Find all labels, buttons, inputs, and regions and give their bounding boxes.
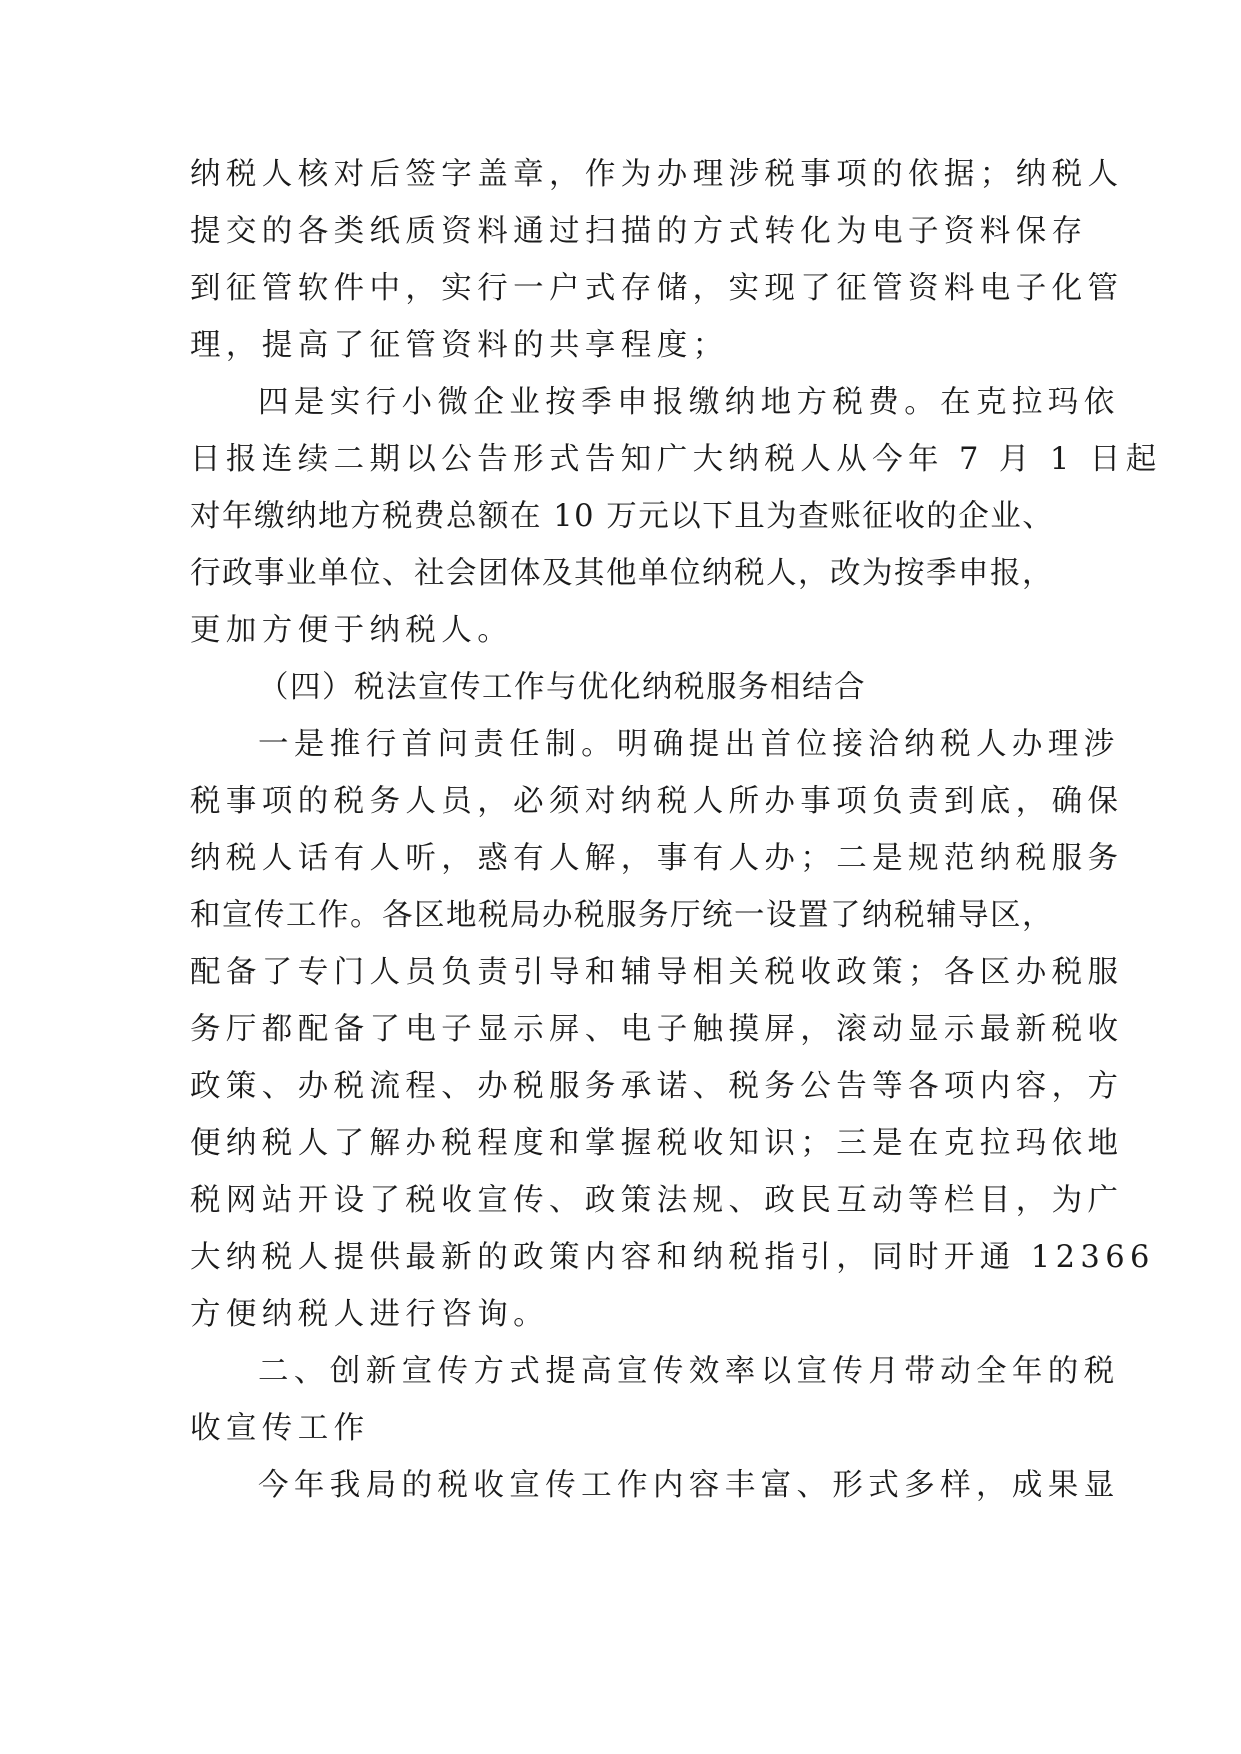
body-line-20: 大纳税人提供最新的政策内容和纳税指引，同时开通 12366 <box>190 1240 1155 1275</box>
body-line-19: 税网站开设了税收宣传、政策法规、政民互动等栏目，为广 <box>190 1183 1124 1218</box>
body-line-8: 行政事业单位、社会团体及其他单位纳税人，改为按季申报， <box>190 556 1054 591</box>
body-line-14: 和宣传工作。各区地税局办税服务厅统一设置了纳税辅导区， <box>190 898 1054 933</box>
body-line-6: 日报连续二期以公告形式告知广大纳税人从今年 7 月 1 日起 <box>190 442 1162 477</box>
body-line-15: 配备了专门人员负责引导和辅导相关税收政策；各区办税服 <box>190 955 1124 990</box>
body-line-16: 务厅都配备了电子显示屏、电子触摸屏，滚动显示最新税收 <box>190 1012 1124 1047</box>
body-line-1: 纳税人核对后签字盖章，作为办理涉税事项的依据；纳税人 <box>190 157 1124 192</box>
body-line-13: 纳税人话有人听，惑有人解，事有人办；二是规范纳税服务 <box>190 841 1124 876</box>
body-line-7: 对年缴纳地方税费总额在 10 万元以下且为查账征收的企业、 <box>190 499 1055 534</box>
body-line-18: 便纳税人了解办税程度和掌握税收知识；三是在克拉玛依地 <box>190 1126 1124 1161</box>
body-line-12: 税事项的税务人员，必须对纳税人所办事项负责到底，确保 <box>190 784 1124 819</box>
body-line-2: 提交的各类纸质资料通过扫描的方式转化为电子资料保存 <box>190 214 1088 249</box>
paragraph-four-start: 四是实行小微企业按季申报缴纳地方税费。在克拉玛依 <box>258 385 1120 420</box>
body-line-3: 到征管软件中，实行一户式存储，实现了征管资料电子化管 <box>190 271 1124 306</box>
paragraph-final-start: 今年我局的税收宣传工作内容丰富、形式多样，成果显 <box>258 1468 1120 1503</box>
body-line-17: 政策、办税流程、办税服务承诺、税务公告等各项内容，方 <box>190 1069 1124 1104</box>
paragraph-one-start: 一是推行首问责任制。明确提出首位接洽纳税人办理涉 <box>258 727 1120 762</box>
body-line-4: 理，提高了征管资料的共享程度； <box>190 328 729 363</box>
section-heading-four: （四）税法宣传工作与优化纳税服务相结合 <box>258 670 866 705</box>
body-line-21: 方便纳税人进行咨询。 <box>190 1297 549 1332</box>
section-heading-two-cont: 收宣传工作 <box>190 1411 370 1446</box>
section-heading-two: 二、创新宣传方式提高宣传效率以宣传月带动全年的税 <box>258 1354 1120 1389</box>
body-line-9: 更加方便于纳税人。 <box>190 613 514 648</box>
